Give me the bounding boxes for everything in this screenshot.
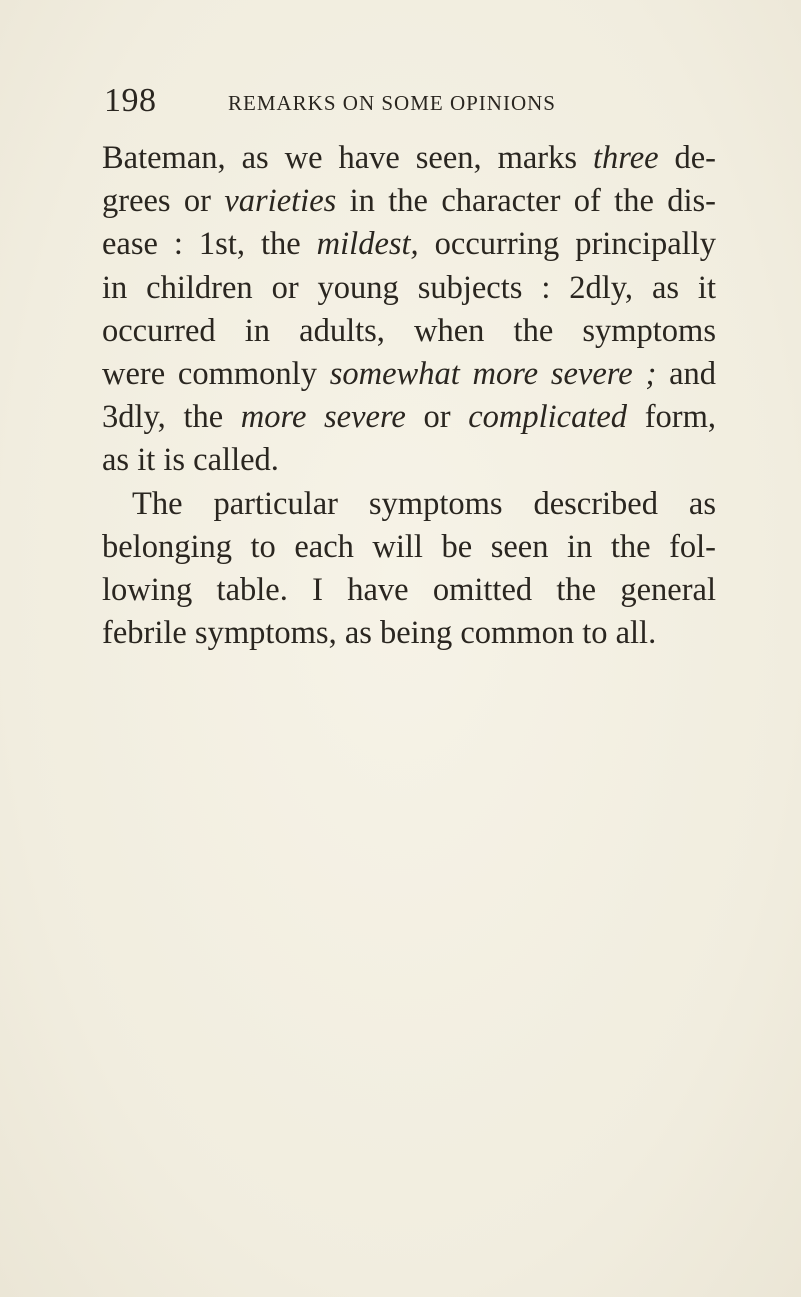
text-line-2: grees or varieties in the character of the dis- [102,183,716,220]
text-line-1: Bateman, as we have seen, marks three de- [102,140,716,176]
text-line-10: belonging to each will be seen in the fol- [102,528,716,565]
text-line-4: in children or young subjects : 2dly, as it [102,269,716,306]
body-text [102,137,716,655]
page-number: 198 [104,82,157,119]
text-line-6: were commonly somewhat more severe ; and [102,355,716,392]
text-line-11: lowing table. I have omitted the general [102,571,716,608]
text-line-12: febrile symptoms, as being common to all. [102,615,657,652]
running-head [104,84,704,124]
text-line-7: 3dly, the more severe or complicated form, [102,399,716,436]
running-title: REMARKS ON SOME OPINIONS [228,91,556,115]
text-line-9: The particular symptoms described as [132,485,716,522]
text-line-8: as it is called. [102,442,279,479]
text-line-3: ease : 1st, the mildest, occurring principally [102,226,716,263]
text-line-5: occurred in adults, when the symptoms [102,312,716,349]
